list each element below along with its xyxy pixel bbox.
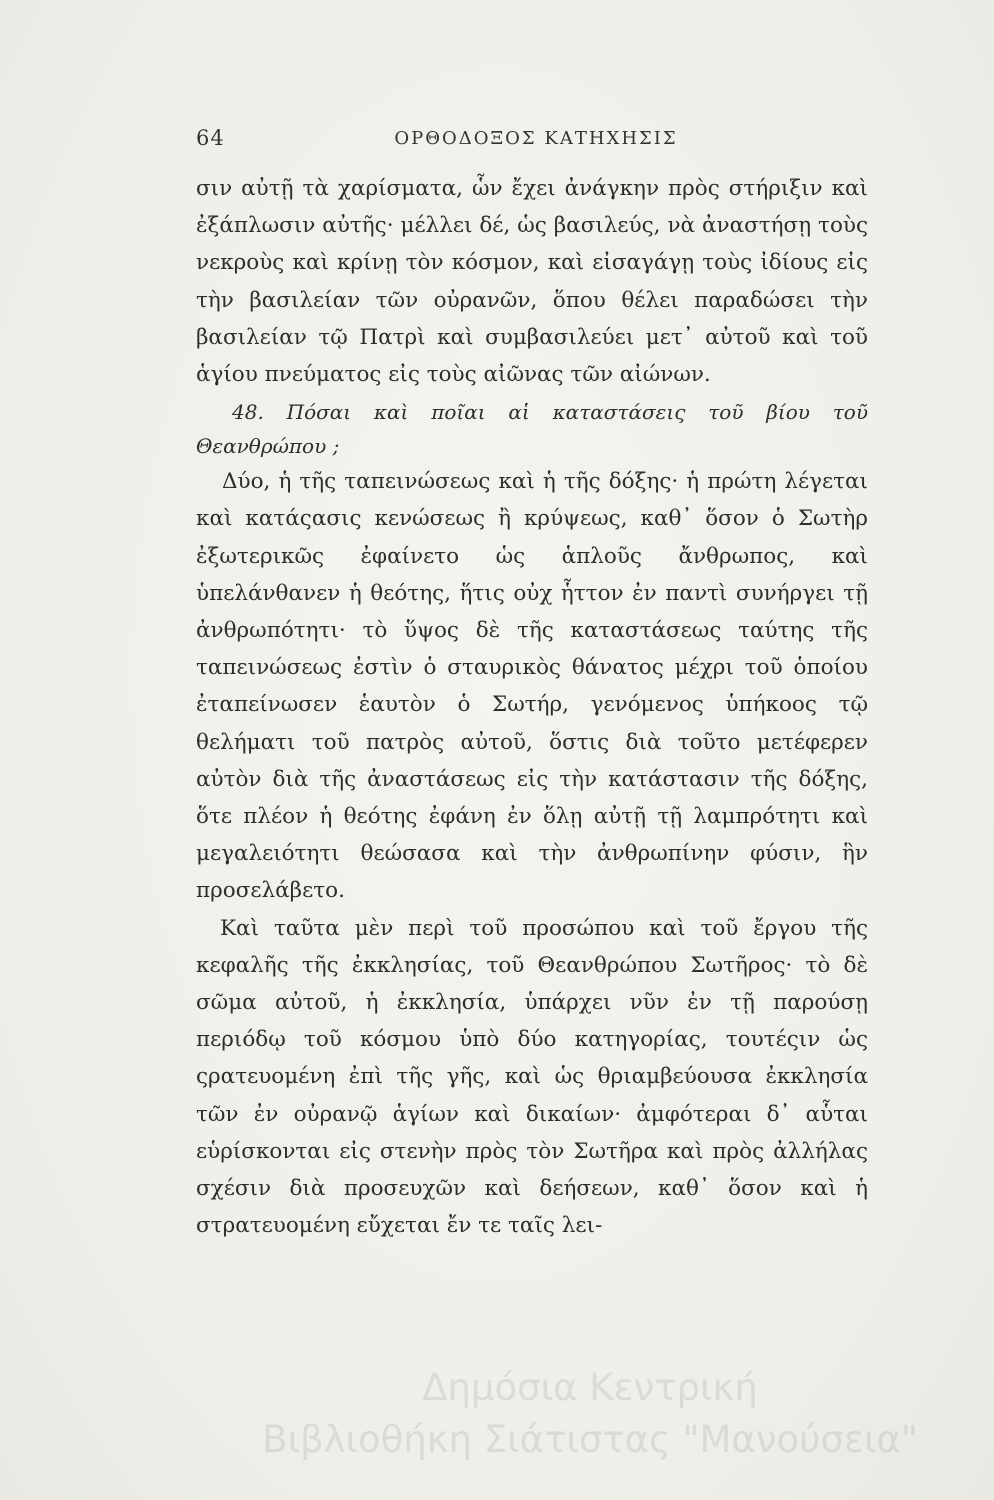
paragraph-church: Καὶ ταῦτα μὲν περὶ τοῦ προσώπου καὶ τοῦ ἔργου τῆς κεφαλῆς τῆς ἐκκλησίας, τοῦ Θεανθρώπου Σωτῆρος· τὸ δὲ σῶμα αὐτοῦ, ἡ ἐκκλησία, ὑπάρχει νῦν ἐν τῇ παρούσῃ περιόδῳ τοῦ κόσμου ὑπὸ δύο κατηγορίας, τουτέςιν ὡς ςρατευομένη ἐπὶ τῆς γῆς, καὶ ὡς θριαμβεύουσα ἐκκλησία τῶν ἐν οὐρανῷ ἁγίων καὶ δικαίων· ἀμφότεραι δ᾽ αὗται εὑρίσκονται εἰς στενὴν πρὸς τὸν Σωτῆρα καὶ πρὸς ἀλλήλας σχέσιν διὰ προσευχῶν καὶ δεήσεων, καθ᾽ ὅσον καὶ ἡ στρατευομένη εὔχεται ἔν τε ταῖς λει- [196,915,868,1239]
catechism-question: 48. Πόσαι καὶ ποῖαι αἱ καταστάσεις τοῦ βίου τοῦ Θεανθρώπου ; [196,400,868,459]
running-title: ΟΡΘΟΔΟΞΟΣ ΚΑΤΗΧΗΣΙΣ [394,128,678,149]
paragraph-continuation: σιν αὐτῇ τὰ χαρίσματα, ὧν ἔχει ἀνάγκην πρὸς στήριξιν καὶ ἐξάπλωσιν αὐτῆς· μέλλει δέ, ὡς βασιλεύς, νὰ ἀναστήσῃ τοὺς νεκροὺς καὶ κρίνῃ τὸν κόσμον, καὶ εἰσαγάγῃ τοὺς ἰδίους εἰς τὴν βασιλείαν τῶν οὐρανῶν, ὅπου θέλει παραδώσει τὴν βασιλείαν τῷ Πατρὶ καὶ συμβασιλεύει μετ᾽ αὐτοῦ καὶ τοῦ ἁγίου πνεύματος εἰς τοὺς αἰῶνας τῶν αἰώνων. [196,176,868,388]
watermark-line-2: Βιβλιοθήκη Σιάτιστας "Μανούσεια" [262,1418,918,1461]
library-watermark [200,1362,980,1466]
watermark-line-1: Δημόσια Κεντρική [422,1366,758,1409]
body-text [196,170,868,1244]
page-number: 64 [196,126,225,150]
page-header [196,126,876,156]
answer-paragraph: Δύο, ἡ τῆς ταπεινώσεως καὶ ἡ τῆς δόξης· ἡ πρώτη λέγεται καὶ κατάςασις κενώσεως ἢ κρύψεως, καθ᾽ ὅσον ὁ Σωτὴρ ἐξωτερικῶς ἐφαίνετο ὡς ἁπλοῦς ἄνθρωπος, καὶ ὑπελάνθανεν ἡ θεότης, ἥτις οὐχ ἧττον ἐν παντὶ συνήργει τῇ ἀνθρωπότητι· τὸ ὕψος δὲ τῆς καταστάσεως ταύτης τῆς ταπεινώσεως ἐστὶν ὁ σταυρικὸς θάνατος μέχρι τοῦ ὁποίου ἐταπείνωσεν ἑαυτὸν ὁ Σωτήρ, γενόμενος ὑπήκοος τῷ θελήματι τοῦ πατρὸς αὐτοῦ, ὅστις διὰ τοῦτο μετέφερεν αὐτὸν διὰ τῆς ἀναστάσεως εἰς τὴν κατάστασιν τῆς δόξης, ὅτε πλέον ἡ θεότης ἐφάνη ἐν ὅλῃ αὐτῇ τῇ λαμπρότητι καὶ μεγαλειότητι θεώσασα καὶ τὴν ἀνθρωπίνην φύσιν, ἣν προσελάβετο. [196,469,868,904]
